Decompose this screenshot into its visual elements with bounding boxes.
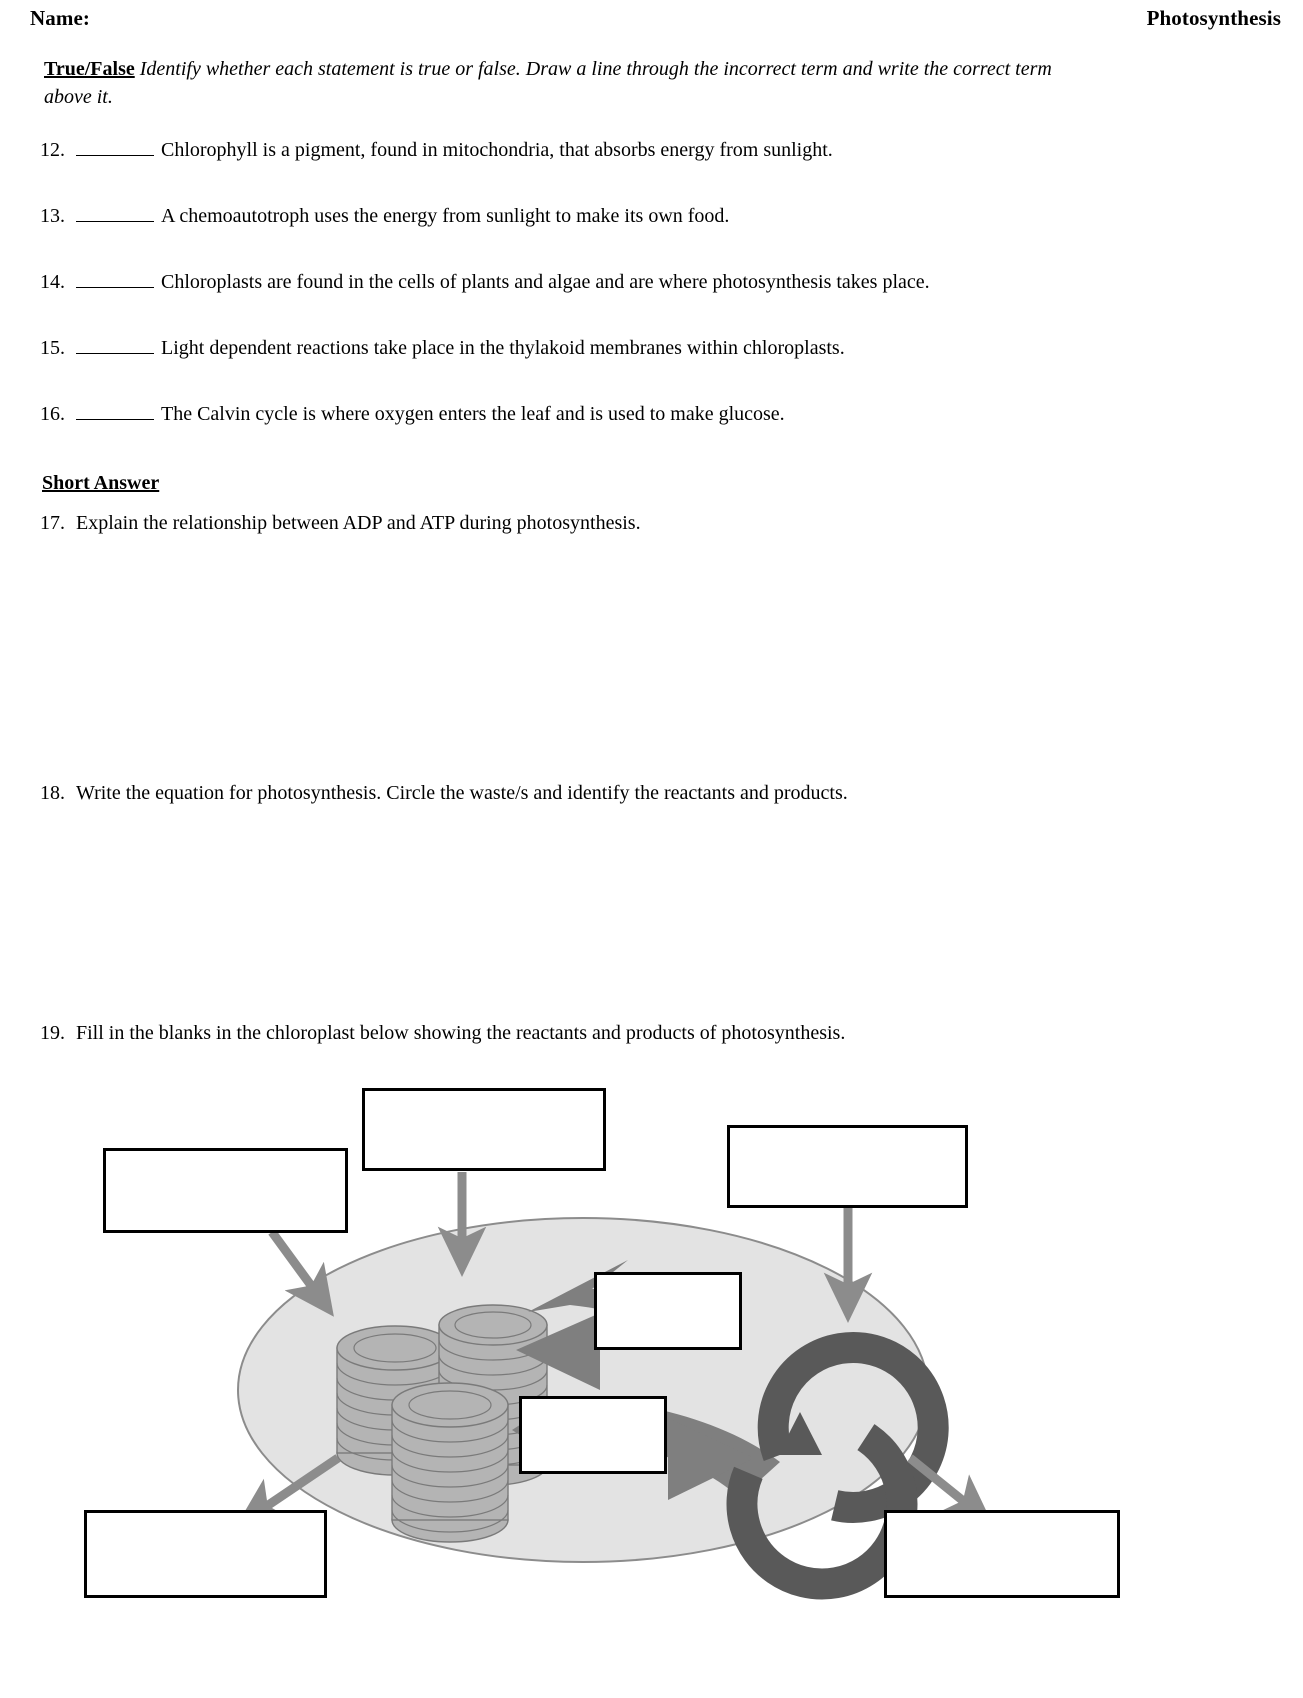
question-number: 13. xyxy=(40,205,65,227)
answer-blank-12[interactable] xyxy=(76,138,154,156)
answer-blank-13[interactable] xyxy=(76,204,154,222)
question-text: Explain the relationship between ADP and ATP during photosynthesis. xyxy=(76,512,641,534)
question-text: Write the equation for photosynthesis. Circle the waste/s and identify the reactants and products. xyxy=(76,782,848,804)
true-false-list xyxy=(40,138,1140,468)
list-item xyxy=(40,270,1140,336)
answer-box-bottom-left[interactable] xyxy=(84,1510,327,1598)
instructions-block xyxy=(44,56,1099,111)
answer-blank-14[interactable] xyxy=(76,270,154,288)
question-18 xyxy=(40,782,848,805)
question-number: 15. xyxy=(40,337,65,359)
question-number: 16. xyxy=(40,403,65,425)
answer-box-middle-lower[interactable] xyxy=(519,1396,667,1474)
name-label: Name: xyxy=(30,6,90,30)
question-number: 18. xyxy=(40,782,65,804)
question-number: 19. xyxy=(40,1022,65,1044)
answer-box-middle-upper[interactable] xyxy=(594,1272,742,1350)
question-statement: Light dependent reactions take place in the thylakoid membranes within chloroplasts. xyxy=(161,337,845,359)
question-number: 14. xyxy=(40,271,65,293)
answer-box-top-right[interactable] xyxy=(727,1125,968,1208)
list-item xyxy=(40,138,1140,204)
answer-box-top-left[interactable] xyxy=(103,1148,348,1233)
question-number: 12. xyxy=(40,139,65,161)
page-title: Photosynthesis xyxy=(1146,6,1281,30)
page-header xyxy=(30,6,1281,31)
instructions-text: Identify whether each statement is true or false. Draw a line through the incorrect term and write the correct term above it. xyxy=(44,58,1052,108)
question-statement: Chlorophyll is a pigment, found in mitochondria, that absorbs energy from sunlight. xyxy=(161,139,833,161)
granum-stack-front xyxy=(392,1383,508,1542)
question-text: Fill in the blanks in the chloroplast below showing the reactants and products of photosynthesis. xyxy=(76,1022,846,1044)
answer-blank-15[interactable] xyxy=(76,336,154,354)
answer-box-bottom-right[interactable] xyxy=(884,1510,1120,1598)
question-statement: The Calvin cycle is where oxygen enters the leaf and is used to make glucose. xyxy=(161,403,785,425)
list-item xyxy=(40,402,1140,468)
answer-box-top-middle[interactable] xyxy=(362,1088,606,1171)
short-answer-heading: Short Answer xyxy=(42,472,160,494)
question-number: 17. xyxy=(40,512,65,534)
list-item xyxy=(40,336,1140,402)
question-statement: A chemoautotroph uses the energy from sunlight to make its own food. xyxy=(161,205,730,227)
connector-top-left xyxy=(272,1232,318,1295)
question-19 xyxy=(40,1022,845,1045)
chloroplast-diagram xyxy=(0,1060,1303,1698)
true-false-section-label: True/False xyxy=(44,58,135,80)
question-17 xyxy=(40,512,641,535)
list-item xyxy=(40,204,1140,270)
question-statement: Chloroplasts are found in the cells of plants and algae and are where photosynthesis takes place. xyxy=(161,271,930,293)
answer-blank-16[interactable] xyxy=(76,402,154,420)
